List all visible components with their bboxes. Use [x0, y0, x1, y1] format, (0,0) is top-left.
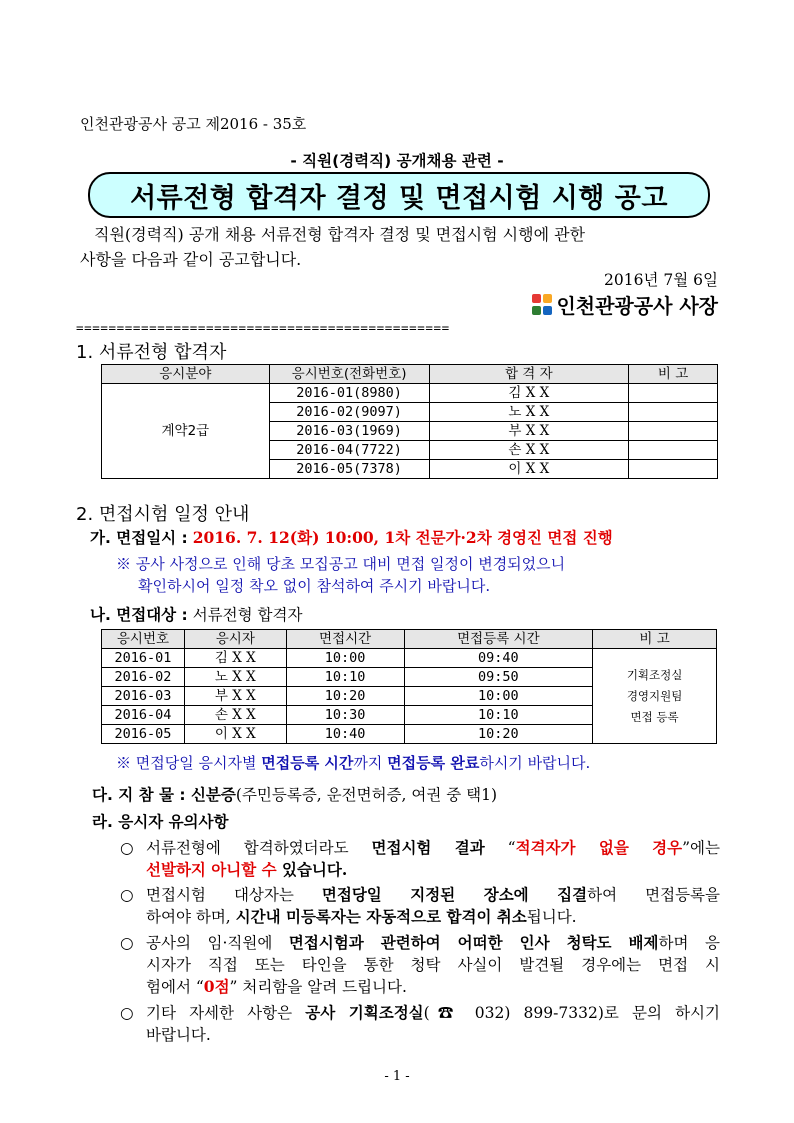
required-items-value: (주민등록증, 운전면허증, 여권 중 택1)	[235, 786, 498, 804]
interview-time-cell: 10:00	[286, 649, 404, 668]
table-row	[102, 649, 717, 668]
issuer-name: 인천관광공사 사장	[556, 294, 718, 318]
number-cell: 2016-05(7378)	[269, 460, 429, 479]
note-highlight: 선발하지 아니할 수	[146, 860, 277, 879]
note-text: ” 처리함을 알려 드립니다.	[229, 978, 407, 996]
schedule-note-line-2: 확인하시어 일정 착오 없이 참석하여 주시기 바랍니다.	[138, 577, 491, 595]
note-3-line-3	[146, 976, 720, 998]
interview-time-cell: 10:20	[286, 687, 404, 706]
name-cell: 노 X X	[429, 403, 629, 422]
number-cell: 2016-04	[102, 706, 185, 725]
schedule-note-line-1: ※ 공사 사정으로 인해 당초 모집공고 대비 면접 일정이 변경되었으니	[116, 555, 566, 573]
note-item-4	[120, 1002, 720, 1046]
remark-line-1: 기획조정실	[626, 667, 683, 682]
table-header-row	[102, 365, 718, 384]
note-emphasis: 면접시험과 관련하여 어떠한 인사 청탁도 배제	[288, 933, 659, 952]
note-3-line-2: 시자가 직접 또는 타인을 통한 청탁 사실이 발견될 경우에는 면접 시	[146, 956, 720, 974]
name-cell: 노 X X	[184, 668, 286, 687]
required-items	[92, 783, 497, 805]
interview-time-cell: 10:40	[286, 725, 404, 744]
bullet-icon: ○	[120, 839, 134, 857]
note-emphasis: 면접시험 결과	[371, 838, 485, 857]
interview-datetime-label: 가. 면접일시 :	[90, 529, 188, 547]
column-header-number: 응시번호(전화번호)	[269, 365, 429, 384]
note-item-2	[120, 884, 720, 928]
section-1-heading: 1. 서류전형 합격자	[76, 342, 227, 363]
name-cell: 김 X X	[429, 384, 629, 403]
note-item-3	[120, 932, 720, 998]
note-text: (☎ 032) 899-7332)로 문의 하시기	[423, 1004, 720, 1022]
note-2-line-2	[146, 906, 720, 928]
interview-target	[90, 603, 302, 625]
name-cell: 손 X X	[429, 441, 629, 460]
separator-line: ==============================================	[76, 320, 450, 335]
notice-date: 2016년 7월 6일	[604, 271, 718, 289]
table-row	[102, 384, 718, 403]
note-highlight: 0점	[203, 977, 230, 996]
column-header-remark: 비 고	[593, 630, 717, 649]
remark-cell	[629, 460, 718, 479]
notice-number: 인천관광공사 공고 제2016 - 35호	[80, 115, 307, 133]
bullet-icon: ○	[120, 886, 134, 904]
note-text: 기타 자세한 사항은	[146, 1004, 306, 1022]
remark-cell	[629, 441, 718, 460]
name-cell: 김 X X	[184, 649, 286, 668]
column-header-registration-time: 면접등록 시간	[404, 630, 593, 649]
registration-note-emphasis: 면접등록 완료	[387, 754, 480, 772]
remark-cell	[629, 422, 718, 441]
note-emphasis: 공사 기획조정실	[305, 1003, 424, 1022]
number-cell: 2016-03(1969)	[269, 422, 429, 441]
required-items-label: 다. 지 참 물 : 신분증	[92, 786, 236, 804]
document-review-table	[101, 364, 718, 479]
column-header-remark: 비 고	[629, 365, 718, 384]
subtitle: - 직원(경력직) 공개채용 관련 -	[290, 152, 504, 170]
note-text: ”에는	[682, 839, 720, 857]
remark-cell	[629, 384, 718, 403]
intro-text	[80, 222, 585, 272]
page-title: 서류전형 합격자 결정 및 면접시험 시행 공고	[88, 172, 710, 218]
page-number: - 1 -	[384, 1069, 410, 1084]
note-text: 공사의 임·직원에	[146, 934, 289, 952]
registration-note-part: ※ 면접당일 응시자별	[116, 754, 262, 772]
number-cell: 2016-04(7722)	[269, 441, 429, 460]
field-cell: 계약2급	[102, 384, 270, 479]
column-header-passer: 합 격 자	[429, 365, 629, 384]
registration-time-cell: 10:20	[404, 725, 593, 744]
interview-time-cell: 10:10	[286, 668, 404, 687]
note-1-line-1	[146, 837, 720, 859]
intro-line-1: 직원(경력직) 공개 채용 서류전형 합격자 결정 및 면접시험 시행에 관한	[94, 225, 586, 244]
note-text: 하여 면접등록을	[587, 886, 720, 904]
note-emphasis: 시간내 미등록자는 자동적으로 합격이 취소	[235, 907, 527, 926]
registration-note-part: 까지	[353, 754, 388, 772]
name-cell: 부 X X	[429, 422, 629, 441]
applicant-notes-heading: 라. 응시자 유의사항	[92, 813, 229, 831]
organization-logo-icon	[531, 292, 553, 318]
note-text: 면접시험 대상자는	[146, 886, 322, 904]
interview-datetime	[90, 526, 613, 548]
note-emphasis: 면접당일 지정된 장소에 집결	[321, 885, 588, 904]
number-cell: 2016-01(8980)	[269, 384, 429, 403]
note-2-line-1	[146, 884, 720, 906]
note-text: 험에서 “	[146, 978, 204, 996]
table-header-row	[102, 630, 717, 649]
note-item-1	[120, 837, 720, 881]
name-cell: 이 X X	[184, 725, 286, 744]
column-header-applicant: 응시자	[184, 630, 286, 649]
note-text: 하며 응	[658, 934, 720, 952]
issuer-block	[531, 290, 718, 319]
column-header-number: 응시번호	[102, 630, 185, 649]
registration-time-cell: 10:10	[404, 706, 593, 725]
note-text: 됩니다.	[526, 908, 577, 926]
name-cell: 이 X X	[429, 460, 629, 479]
column-header-field: 응시분야	[102, 365, 270, 384]
name-cell: 손 X X	[184, 706, 286, 725]
number-cell: 2016-05	[102, 725, 185, 744]
interview-datetime-value: 2016. 7. 12(화) 10:00, 1차 전문가·2차 경영진 면접 진행	[192, 528, 613, 547]
registration-note-emphasis: 면접등록 시간	[261, 754, 354, 772]
note-4-line-1	[146, 1002, 720, 1024]
number-cell: 2016-03	[102, 687, 185, 706]
remark-cell	[593, 649, 717, 744]
interview-target-label: 나. 면접대상 :	[90, 606, 188, 624]
number-cell: 2016-02	[102, 668, 185, 687]
registration-time-cell: 09:40	[404, 649, 593, 668]
interview-target-value: 서류전형 합격자	[192, 606, 303, 624]
bullet-icon: ○	[120, 1004, 134, 1022]
interview-schedule-table	[101, 629, 717, 744]
remark-cell	[629, 403, 718, 422]
registration-time-cell: 09:50	[404, 668, 593, 687]
schedule-change-note	[116, 553, 565, 597]
remark-line-2: 경영지원팀	[626, 688, 683, 703]
note-text: 하여야 하며,	[146, 908, 236, 926]
registration-note	[116, 752, 590, 774]
interview-time-cell: 10:30	[286, 706, 404, 725]
note-1-line-2	[146, 859, 720, 881]
note-text: 서류전형에 합격하였더라도	[146, 839, 372, 857]
note-emphasis: 있습니다.	[276, 860, 348, 879]
number-cell: 2016-01	[102, 649, 185, 668]
remark-line-3: 면접 등록	[630, 709, 679, 724]
note-highlight: 적격자가 없을 경우	[515, 838, 683, 857]
number-cell: 2016-02(9097)	[269, 403, 429, 422]
registration-time-cell: 10:00	[404, 687, 593, 706]
name-cell: 부 X X	[184, 687, 286, 706]
column-header-interview-time: 면접시간	[286, 630, 404, 649]
intro-line-2: 사항을 다음과 같이 공고합니다.	[80, 250, 302, 269]
note-3-line-1	[146, 932, 720, 954]
bullet-icon: ○	[120, 934, 134, 952]
registration-note-part: 하시기 바랍니다.	[479, 754, 591, 772]
section-2-heading: 2. 면접시험 일정 안내	[76, 504, 250, 525]
note-text: “	[484, 839, 516, 857]
note-4-line-2: 바랍니다.	[146, 1026, 211, 1044]
